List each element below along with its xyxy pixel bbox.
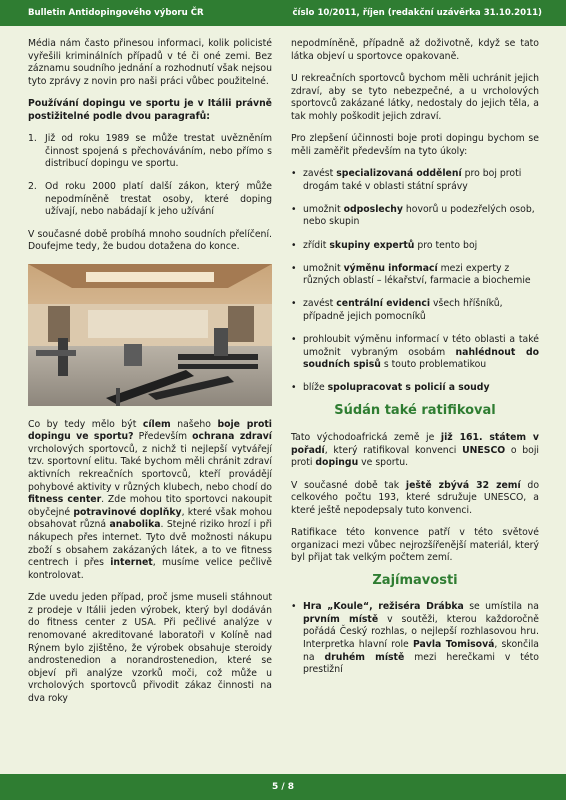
list-item: • zřídit skupiny expertů pro tento boj [291, 240, 539, 253]
law-list [28, 133, 272, 219]
list-item: • umožnit odposlechy hovorů u podezřelých osob, nebo skupin [291, 204, 539, 229]
list-item: • Hra „Koule“, režiséra Drábka se umístila na prvním místě v soutěži, kterou každoročně pořádá Český rozhlas, o nejlepší rozhlasovou hru. Interpretka hlavní role Pavla Tomisová, skončila na druhém místě mezi herečkami v této prestižní [291, 601, 539, 677]
continuation-paragraph: nepodmíněně, případně až doživotně, když se tato látka objeví u sportovce opakovaně. [291, 38, 539, 62]
zajimavosti-heading: Zajímavosti [372, 572, 458, 588]
sudan-paragraph-3: Ratifikace této konvence patří v této světové organizaci mezi vůbec nejrozšířenější materiál, který byl přijat tak velkým počtem zemí. [291, 527, 539, 564]
italy-law-intro: Používání dopingu ve sportu je v Itálii právně postižitelné podle dvou paragrafů: [28, 98, 272, 122]
header-bar [0, 0, 566, 26]
footer-bar [0, 774, 566, 800]
list-item: • prohloubit výměnu informací v této oblasti a také umožnit vybraným osobám nahlédnout do soudních spisů s touto problematikou [291, 334, 539, 372]
page-number: 5 / 8 [271, 782, 295, 792]
right-column [291, 38, 539, 687]
trials-paragraph: V současné době probíhá mnoho soudních přelíčení. Doufejme tedy, že budou dotažena do konce. [28, 228, 272, 253]
list-item: • zavést specializovaná oddělení pro boj proti drogám také v oblasti státní správy [291, 168, 539, 193]
issue-info: číslo 10/2011, říjen (redakční uzávěrka 31.10.2011) [292, 8, 542, 18]
list-item: 2. Od roku 2000 platí další zákon, který může nepodmíněně trestat osoby, které doping užívají, nebo nabádají k jeho užívání [28, 180, 272, 218]
intro-paragraph: Média nám často přinesou informaci, kolik policisté vyřešili kriminálních případů v té či oné zemi. Bez záznamu soudního jednání a rozhodnutí však nejsou tyto zprávy z novin pro naši práci vůbec použitelné. [28, 38, 272, 87]
recreational-paragraph: U rekreačních sportovců bychom měli uchránit jejich zdraví, aby se tyto nebezpečné, a u vrcholových sportovců zakázané látky, nedostaly do jejich těla, a tak mohly poškodit jejich zdraví. [291, 72, 539, 122]
list-item: 1. Již od roku 1989 se může trestat uvězněním činnost spojená s přechováváním, nebo přímo s distribucí dopingu ve sportu. [28, 133, 272, 170]
case-paragraph: Zde uvedu jeden případ, proč jsme museli stáhnout z prodeje v Itálii jeden výrobek, který byl dodáván do fitness center z USA. Při pečlivé analýze v renomované akreditované laboratoři v Kolíně nad Rýnem bylo zjištěno, že výrobek obsahuje steroidy androstenedion a norandrostenedion, které se objeví při analýze vzorků moči, což může u vrcholových sportovců přivodit zákaz činnosti na dva roky [28, 592, 272, 704]
sudan-heading: Súdán také ratifikoval [334, 403, 496, 419]
sudan-paragraph-1: Tato východoafrická země je již 161. státem v pořadí, který ratifikoval konvenci UNESCO o boji proti dopingu ve sportu. [291, 431, 539, 469]
bulletin-title: Bulletin Antidopingového výboru ČR [28, 8, 204, 18]
gym-photo [28, 264, 272, 406]
sudan-paragraph-2: V současné době tak ještě zbývá 32 zemí do celkového počtu 193, které sdružuje UNESCO, a které ještě nepodepsaly tuto konvenci. [291, 479, 540, 516]
list-item: • blíže spolupracovat s policií a soudy [291, 382, 539, 395]
goal-paragraph: Co by tedy mělo být cílem našeho boje proti dopingu ve sportu? Především ochrana zdraví vrcholových sportovců, z nichž ti nejlepší vytvářejí tzv. sportovní elitu. Také bychom měli chránit zdraví aktivních rekreačních sportovců, kteří provádějí pohybové aktivity v různých klubech, nebo chodí do fitness center. Zde mohou tito sportovci nakoupit obyčejné potravinové doplňky, které však mohou obsahovat různá anabolika. Stejné riziko hrozí i při nákupech přes internet. Tyto dvě možnosti nákupu zboží s obsahem zakázaných látek, a to ve fitness centrech i přes internet, musíme velice pečlivě kontrolovat. [28, 418, 272, 581]
curiosities-list [291, 601, 539, 677]
list-item: • umožnit výměnu informací mezi experty z různých oblastí – lékařství, farmacie a biochemie [291, 263, 539, 288]
tasks-list [291, 168, 539, 395]
list-item: • zavést centrální evidenci všech hříšníků, případně jejich pomocníků [291, 298, 539, 323]
left-column [28, 38, 272, 715]
tasks-intro: Pro zlepšení účinnosti boje proti dopingu bychom se měli zaměřit především na tyto úkoly: [291, 133, 539, 157]
